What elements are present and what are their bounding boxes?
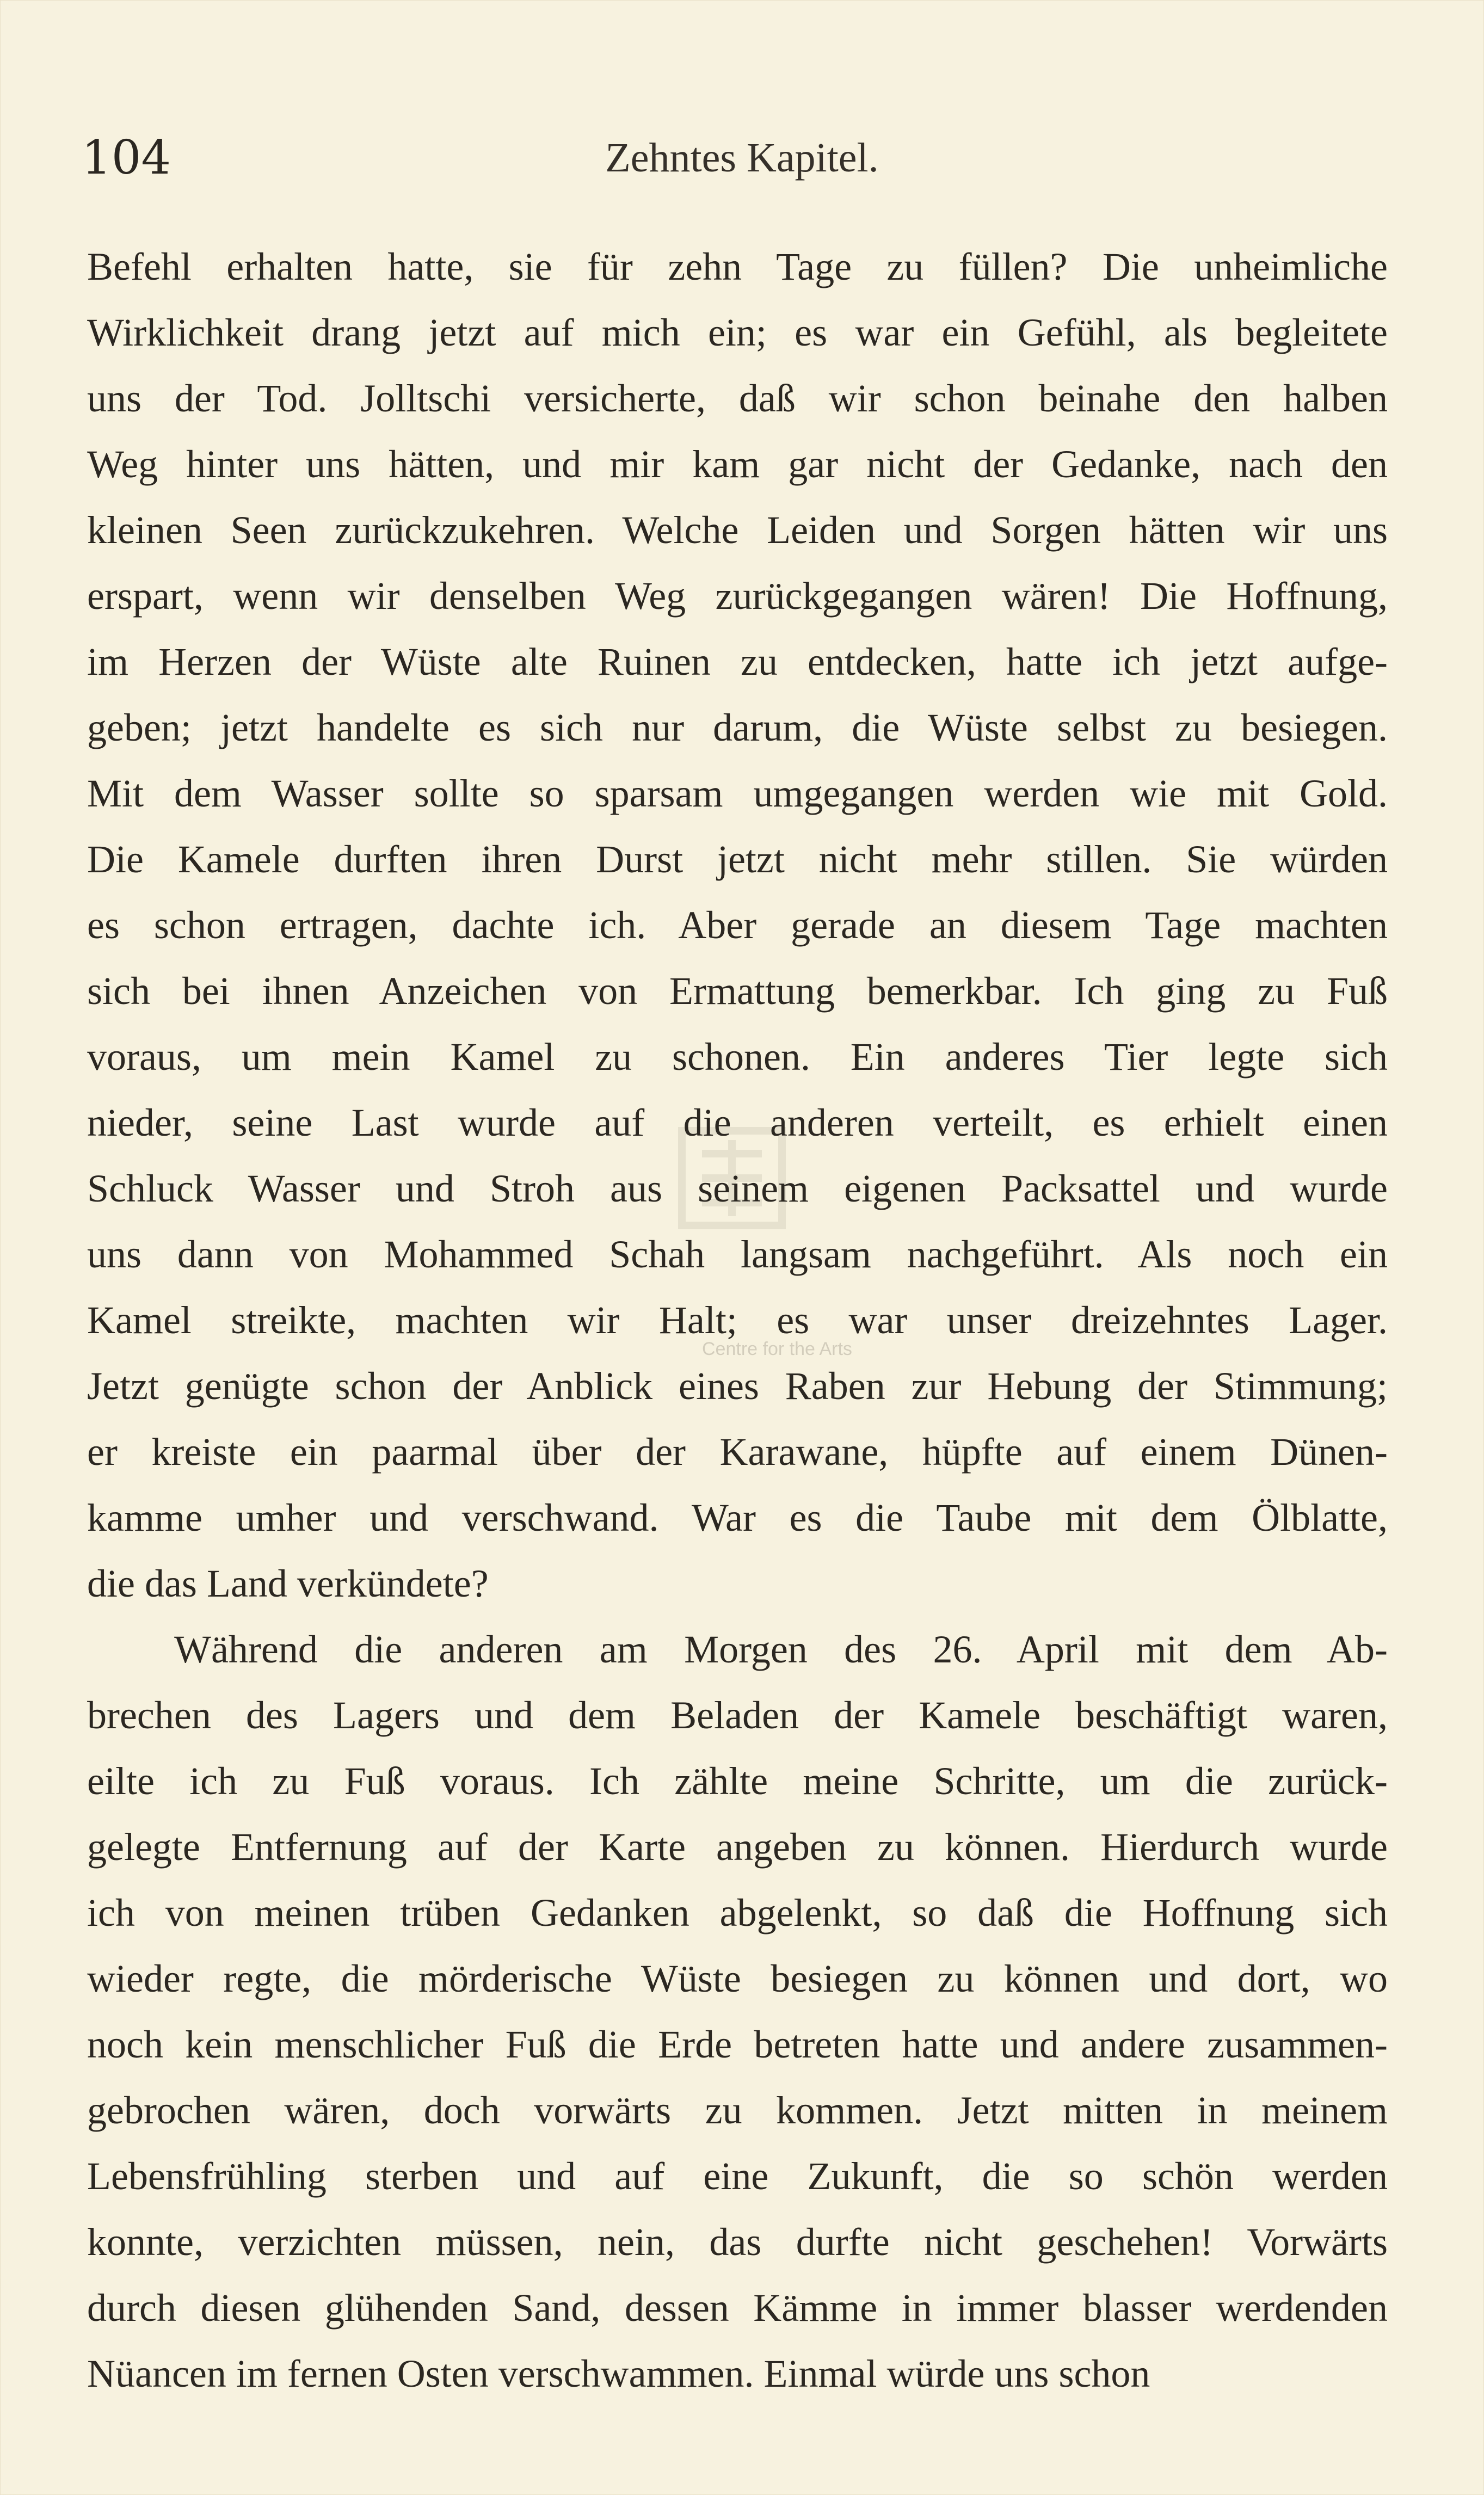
text-line: Schluck Wasser und Stroh aus seinem eigenen Packsattel und wurde	[87, 1167, 1388, 1210]
text-line: Wirklichkeit drang jetzt auf mich ein; es war ein Gefühl, als begleitete	[87, 311, 1388, 354]
text-line: kamme umher und verschwand. War es die Taube mit dem Ölblatte,	[87, 1496, 1388, 1539]
page-header	[0, 131, 1484, 196]
text-line: erspart, wenn wir denselben Weg zurückgegangen wären! Die Hoffnung,	[87, 574, 1388, 618]
text-line: Befehl erhalten hatte, sie für zehn Tage zu füllen? Die unheimliche	[87, 245, 1388, 288]
text-line: Mit dem Wasser sollte so sparsam umgegangen werden wie mit Gold.	[87, 772, 1388, 815]
paragraph-2	[87, 1617, 1388, 2407]
text-line: Während die anderen am Morgen des 26. April mit dem Ab-	[174, 1628, 1388, 1671]
text-line: Kamel streikte, machten wir Halt; es war unser dreizehntes Lager.	[87, 1298, 1388, 1342]
text-line: Jetzt genügte schon der Anblick eines Raben zur Hebung der Stimmung;	[87, 1364, 1388, 1408]
text-line: kleinen Seen zurückzukehren. Welche Leiden und Sorgen hätten wir uns	[87, 508, 1388, 552]
text-line: Die Kamele durften ihren Durst jetzt nicht mehr stillen. Sie würden	[87, 837, 1388, 881]
text-line: noch kein menschlicher Fuß die Erde betreten hatte und andere zusammen-	[87, 2023, 1388, 2066]
page-number: 104	[82, 131, 171, 185]
text-line: konnte, verzichten müssen, nein, das durfte nicht geschehen! Vorwärts	[87, 2220, 1388, 2264]
text-line: die das Land verkündete?	[87, 1562, 489, 1605]
text-line: sich bei ihnen Anzeichen von Ermattung bemerkbar. Ich ging zu Fuß	[87, 969, 1388, 1013]
text-line: geben; jetzt handelte es sich nur darum, die Wüste selbst zu besiegen.	[87, 706, 1388, 749]
text-line: er kreiste ein paarmal über der Karawane, hüpfte auf einem Dünen-	[87, 1430, 1388, 1474]
text-line: es schon ertragen, dachte ich. Aber gerade an diesem Tage machten	[87, 903, 1388, 947]
paragraph-1	[87, 234, 1388, 1617]
text-line: im Herzen der Wüste alte Ruinen zu entdecken, hatte ich jetzt aufge-	[87, 640, 1388, 683]
text-line: brechen des Lagers und dem Beladen der Kamele beschäftigt waren,	[87, 1693, 1388, 1737]
text-line: Nüancen im fernen Osten verschwammen. Einmal würde uns schon	[87, 2352, 1150, 2395]
body-text	[87, 234, 1388, 2407]
text-line: durch diesen glühenden Sand, dessen Kämme in immer blasser werdenden	[87, 2286, 1388, 2330]
text-line: Weg hinter uns hätten, und mir kam gar nicht der Gedanke, nach den	[87, 442, 1388, 486]
text-line: gelegte Entfernung auf der Karte angeben zu können. Hierdurch wurde	[87, 1825, 1388, 1869]
text-line: voraus, um mein Kamel zu schonen. Ein anderes Tier legte sich	[87, 1035, 1388, 1079]
text-line: uns dann von Mohammed Schah langsam nachgeführt. Als noch ein	[87, 1233, 1388, 1276]
text-line: nieder, seine Last wurde auf die anderen verteilt, es erhielt einen	[87, 1101, 1388, 1144]
text-line: eilte ich zu Fuß voraus. Ich zählte meine Schritte, um die zurück-	[87, 1759, 1388, 1803]
text-line: uns der Tod. Jolltschi versicherte, daß wir schon beinahe den halben	[87, 377, 1388, 420]
text-line: wieder regte, die mörderische Wüste besiegen zu können und dort, wo	[87, 1957, 1388, 2000]
watermark-text: Centre for the Arts	[702, 1339, 852, 1359]
running-head: Zehntes Kapitel.	[605, 135, 879, 181]
text-line: gebrochen wären, doch vorwärts zu kommen. Jetzt mitten in meinem	[87, 2089, 1388, 2132]
text-line: ich von meinen trüben Gedanken abgelenkt, so daß die Hoffnung sich	[87, 1891, 1388, 1935]
text-line: Lebensfrühling sterben und auf eine Zukunft, die so schön werden	[87, 2154, 1388, 2198]
